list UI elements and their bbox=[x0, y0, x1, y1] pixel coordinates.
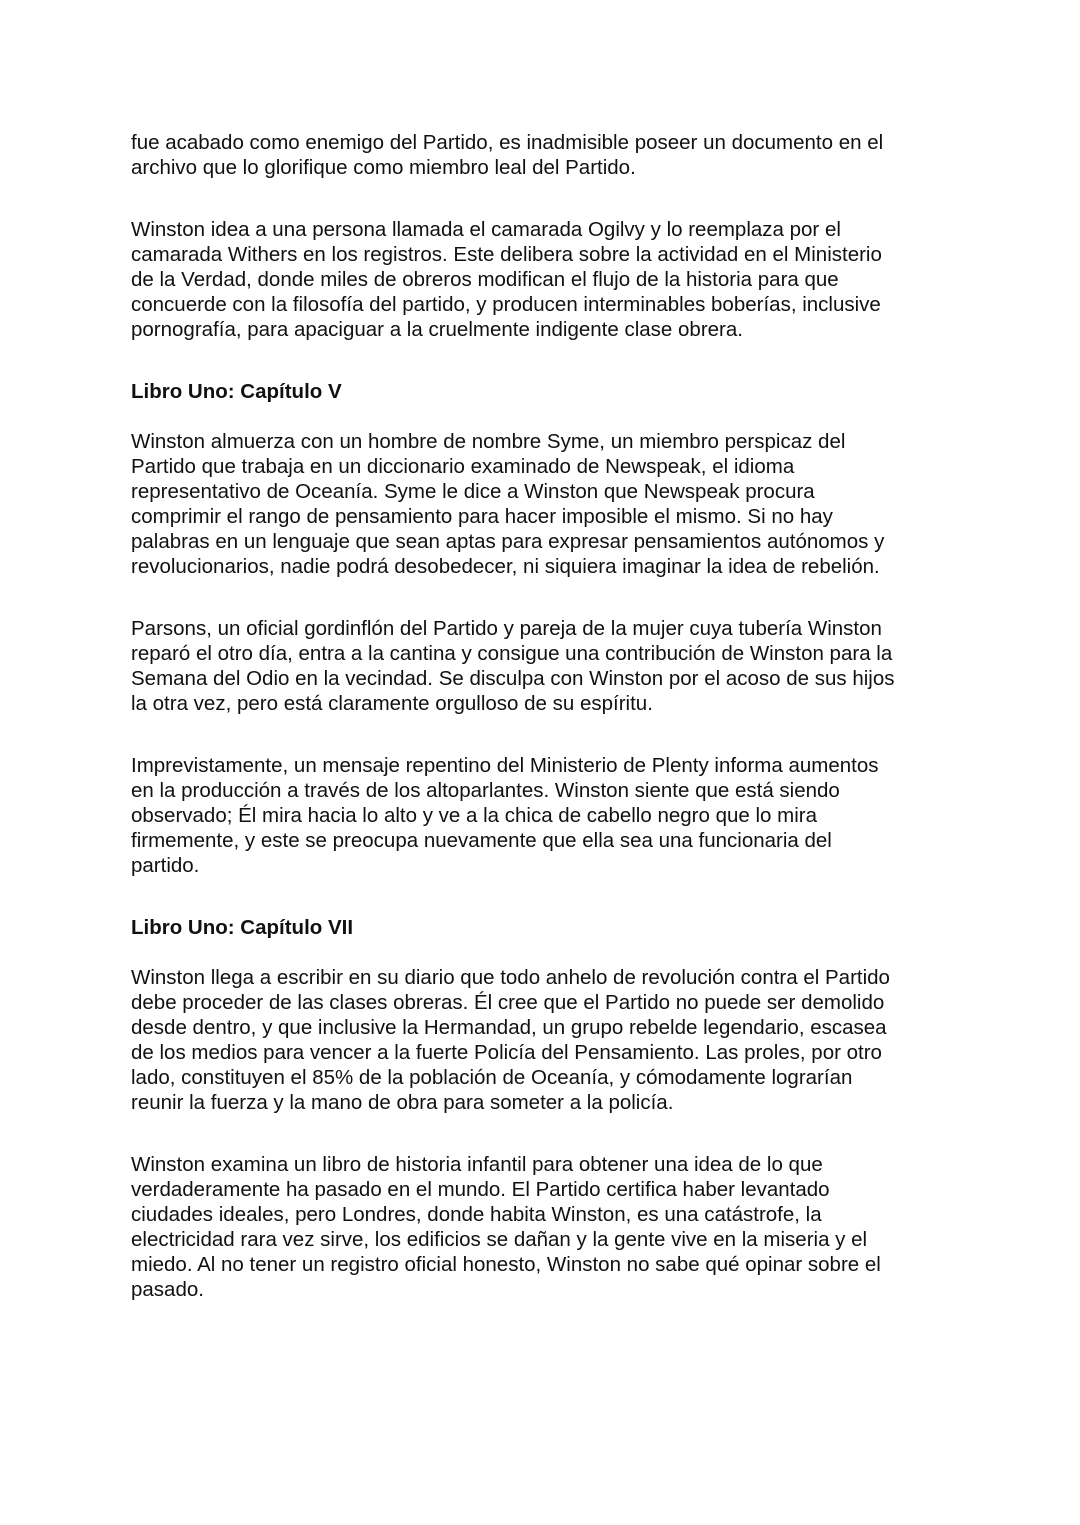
text-line: Parsons, un oficial gordinflón del Partido y pareja de la mujer cuya tubería Winston bbox=[131, 617, 882, 640]
text-line: revolucionarios, nadie podrá desobedecer, ni siquiera imaginar la idea de rebelión. bbox=[131, 555, 880, 578]
text-line: representativo de Oceanía. Syme le dice a Winston que Newspeak procura bbox=[131, 480, 815, 503]
heading-text: Libro Uno: Capítulo V bbox=[131, 380, 342, 403]
paragraph bbox=[131, 130, 961, 180]
text-line: palabras en un lenguaje que sean aptas para expresar pensamientos autónomos y bbox=[131, 530, 885, 553]
text-line: concuerde con la filosofía del partido, y producen interminables boberías, inclusive bbox=[131, 293, 881, 316]
text-line: desde dentro, y que inclusive la Hermandad, un grupo rebelde legendario, escasea bbox=[131, 1016, 887, 1039]
text-line: de los medios para vencer a la fuerte Policía del Pensamiento. Las proles, por otro bbox=[131, 1041, 882, 1064]
text-line: Semana del Odio en la vecindad. Se disculpa con Winston por el acoso de sus hijos bbox=[131, 667, 895, 690]
text-line: lado, constituyen el 85% de la población de Oceanía, y cómodamente lograrían bbox=[131, 1066, 853, 1089]
text-line: firmemente, y este se preocupa nuevamente que ella sea una funcionaria del bbox=[131, 829, 832, 852]
text-line: ciudades ideales, pero Londres, donde habita Winston, es una catástrofe, la bbox=[131, 1203, 822, 1226]
text-line: Partido que trabaja en un diccionario examinado de Newspeak, el idioma bbox=[131, 455, 795, 478]
paragraph bbox=[131, 965, 961, 1115]
document-page bbox=[131, 130, 961, 1339]
text-line: pornografía, para apaciguar a la cruelmente indigente clase obrera. bbox=[131, 318, 743, 341]
text-line: verdaderamente ha pasado en el mundo. El Partido certifica haber levantado bbox=[131, 1178, 830, 1201]
paragraph bbox=[131, 429, 961, 579]
text-line: observado; Él mira hacia lo alto y ve a la chica de cabello negro que lo mira bbox=[131, 804, 817, 827]
paragraph bbox=[131, 1152, 961, 1302]
text-line: comprimir el rango de pensamiento para hacer imposible el mismo. Si no hay bbox=[131, 505, 833, 528]
text-line: Imprevistamente, un mensaje repentino del Ministerio de Plenty informa aumentos bbox=[131, 754, 879, 777]
text-line: partido. bbox=[131, 854, 200, 877]
text-line: reparó el otro día, entra a la cantina y consigue una contribución de Winston para la bbox=[131, 642, 893, 665]
text-line: la otra vez, pero está claramente orgulloso de su espíritu. bbox=[131, 692, 653, 715]
text-line: fue acabado como enemigo del Partido, es inadmisible poseer un documento en el bbox=[131, 131, 884, 154]
text-line: debe proceder de las clases obreras. Él cree que el Partido no puede ser demolido bbox=[131, 991, 885, 1014]
text-line: reunir la fuerza y la mano de obra para someter a la policía. bbox=[131, 1091, 674, 1114]
text-line: electricidad rara vez sirve, los edificios se dañan y la gente vive en la miseria y el bbox=[131, 1228, 868, 1251]
text-line: miedo. Al no tener un registro oficial honesto, Winston no sabe qué opinar sobre el bbox=[131, 1253, 881, 1276]
text-line: Winston llega a escribir en su diario que todo anhelo de revolución contra el Partido bbox=[131, 966, 890, 989]
chapter-heading bbox=[131, 379, 961, 404]
heading-text: Libro Uno: Capítulo VII bbox=[131, 916, 354, 939]
text-line: Winston examina un libro de historia infantil para obtener una idea de lo que bbox=[131, 1153, 823, 1176]
text-line: archivo que lo glorifique como miembro leal del Partido. bbox=[131, 156, 636, 179]
paragraph bbox=[131, 753, 961, 878]
text-line: camarada Withers en los registros. Este delibera sobre la actividad en el Ministerio bbox=[131, 243, 882, 266]
chapter-heading bbox=[131, 915, 961, 940]
text-line: en la producción a través de los altoparlantes. Winston siente que está siendo bbox=[131, 779, 840, 802]
paragraph bbox=[131, 217, 961, 342]
text-line: Winston idea a una persona llamada el camarada Ogilvy y lo reemplaza por el bbox=[131, 218, 841, 241]
text-line: pasado. bbox=[131, 1278, 204, 1301]
text-line: Winston almuerza con un hombre de nombre Syme, un miembro perspicaz del bbox=[131, 430, 846, 453]
text-line: de la Verdad, donde miles de obreros modifican el flujo de la historia para que bbox=[131, 268, 839, 291]
paragraph bbox=[131, 616, 961, 716]
